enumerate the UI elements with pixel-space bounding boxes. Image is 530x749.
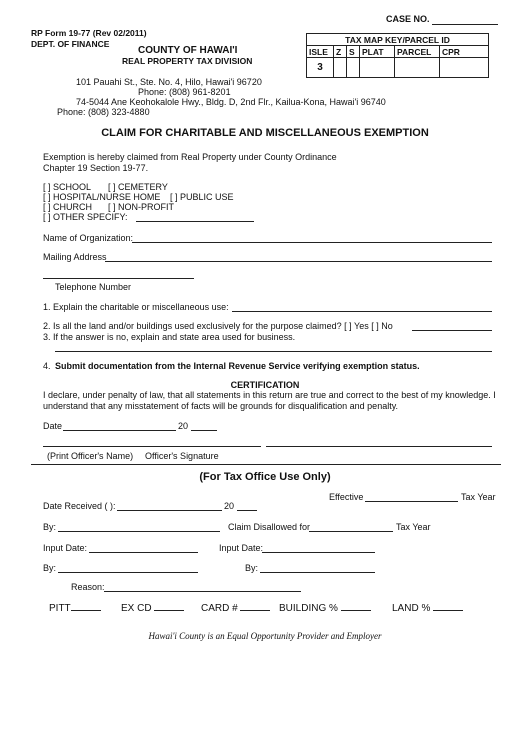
hilo-phone: Phone: (808) 961-8201: [138, 87, 231, 97]
tmk-isle-value[interactable]: 3: [307, 58, 334, 78]
checkbox-school[interactable]: [ ] SCHOOL: [43, 182, 92, 192]
question-2[interactable]: 2. Is all the land and/or buildings used exclusively for the purpose claimed? [ ] Yes [ ] No: [43, 321, 393, 331]
date-received-label: Date Received ( ):: [43, 501, 116, 511]
tmk-parcel-input[interactable]: [395, 58, 440, 78]
code-land-field[interactable]: [433, 601, 463, 611]
officer-name-field[interactable]: [43, 446, 261, 447]
mailing-label: Mailing Address: [43, 252, 107, 262]
footer-text: Hawai'i County is an Equal Opportunity Provider and Employer: [148, 631, 382, 641]
tmk-col-section: S: [347, 46, 360, 58]
input-date-field-2[interactable]: [262, 552, 375, 553]
tmk-section-input[interactable]: [347, 58, 360, 78]
reason-field[interactable]: [104, 591, 301, 592]
effective-field[interactable]: [365, 501, 458, 502]
office-use-heading: (For Tax Office Use Only): [199, 471, 331, 483]
intro-line-2: Chapter 19 Section 19-77.: [43, 163, 149, 173]
tmk-title: TAX MAP KEY/PARCEL ID: [307, 34, 489, 46]
effective-tax-year-label: Tax Year: [461, 492, 496, 502]
certification-line-2: understand that any misstatement of facts will be grounds for disqualification and penalty.: [43, 401, 399, 411]
tmk-plat-input[interactable]: [360, 58, 395, 78]
case-no-label: CASE NO.: [386, 14, 430, 24]
question-4: Submit documentation from the Internal Revenue Service verifying exemption status.: [55, 361, 420, 371]
cert-year-field[interactable]: [191, 430, 217, 431]
code-land: [392, 601, 463, 614]
claim-disallowed-field[interactable]: [309, 531, 393, 532]
question-1-field[interactable]: [232, 311, 492, 312]
code-pitt: [49, 601, 101, 614]
officer-signature-field[interactable]: [266, 446, 492, 447]
question-3: 3. If the answer is no, explain and state area used for business.: [43, 332, 296, 342]
input-date-field-1[interactable]: [89, 552, 198, 553]
code-pitt-field[interactable]: [71, 601, 101, 611]
code-excd-label: EX CD: [121, 603, 152, 614]
print-name-label: (Print Officer's Name): [47, 451, 134, 461]
reason-label: Reason:: [71, 582, 105, 592]
other-specify-field[interactable]: [136, 221, 254, 222]
code-building: [279, 601, 371, 614]
checkbox-hospital[interactable]: [ ] HOSPITAL/NURSE HOME: [43, 192, 161, 202]
county-name: COUNTY OF HAWAI'I: [138, 45, 238, 56]
code-pitt-label: PITT: [49, 603, 71, 614]
certification-line-1: I declare, under penalty of law, that all statements in this return are true and correct to the best of my knowledge. I: [43, 390, 496, 400]
checkbox-public-use[interactable]: [ ] PUBLIC USE: [170, 192, 234, 202]
date-received-year-field[interactable]: [237, 510, 257, 511]
tax-map-key-table: [306, 33, 489, 78]
date-received-year-label: 20: [224, 501, 235, 511]
telephone-label: Telephone Number: [55, 282, 132, 292]
tmk-col-zone: Z: [334, 46, 347, 58]
claim-tax-year-label: Tax Year: [396, 522, 431, 532]
tmk-col-parcel: PARCEL: [395, 46, 440, 58]
office-divider: [31, 464, 501, 465]
by-label-3: By:: [245, 563, 259, 573]
kona-phone: Phone: (808) 323-4880: [57, 107, 150, 117]
tmk-zone-input[interactable]: [334, 58, 347, 78]
cert-date-label: Date: [43, 421, 63, 431]
input-date-label-2: Input Date:: [219, 543, 264, 553]
tmk-col-plat: PLAT: [360, 46, 395, 58]
claim-disallowed-label: Claim Disallowed for: [228, 522, 311, 532]
code-card: [201, 601, 270, 614]
code-land-label: LAND %: [392, 603, 431, 614]
checkbox-cemetery[interactable]: [ ] CEMETERY: [108, 182, 168, 192]
code-building-field[interactable]: [341, 601, 371, 611]
form-number: RP Form 19-77 (Rev 02/2011): [31, 28, 147, 38]
checkbox-church[interactable]: [ ] CHURCH: [43, 202, 92, 212]
question-2-field[interactable]: [412, 330, 492, 331]
department: DEPT. OF FINANCE: [31, 39, 110, 49]
organization-field[interactable]: [132, 242, 492, 243]
code-card-field[interactable]: [240, 601, 270, 611]
kona-address: 74-5044 Ane Keohokalole Hwy., Bldg. D, 2nd Flr., Kailua-Kona, Hawai'i 96740: [76, 97, 386, 107]
by-label-2: By:: [43, 563, 57, 573]
division-name: REAL PROPERTY TAX DIVISION: [122, 56, 253, 66]
code-excd-field[interactable]: [154, 601, 184, 611]
by-field-3[interactable]: [260, 572, 375, 573]
question-1: 1. Explain the charitable or miscellaneous use:: [43, 302, 229, 312]
certification-heading: CERTIFICATION: [230, 380, 300, 390]
tmk-cpr-input[interactable]: [440, 58, 489, 78]
code-excd: [121, 601, 184, 614]
date-received-field[interactable]: [117, 510, 222, 511]
hilo-address: 101 Pauahi St., Ste. No. 4, Hilo, Hawai'i 96720: [76, 77, 262, 87]
mailing-field[interactable]: [105, 261, 492, 262]
checkbox-non-profit[interactable]: [ ] NON-PROFIT: [108, 202, 174, 212]
tmk-col-cpr: CPR: [440, 46, 489, 58]
telephone-field[interactable]: [43, 278, 194, 279]
code-building-label: BUILDING %: [279, 603, 338, 614]
tmk-col-isle: ISLE: [307, 46, 334, 58]
signature-label: Officer's Signature: [145, 451, 219, 461]
organization-label: Name of Organization:: [43, 233, 134, 243]
by-field-1[interactable]: [58, 531, 220, 532]
by-field-2[interactable]: [58, 572, 198, 573]
checkbox-other[interactable]: [ ] OTHER SPECIFY:: [43, 212, 128, 222]
case-no-field[interactable]: [432, 24, 498, 25]
page-title: CLAIM FOR CHARITABLE AND MISCELLANEOUS EXEMPTION: [101, 127, 429, 139]
by-label-1: By:: [43, 522, 57, 532]
cert-year-label: 20: [178, 421, 189, 431]
input-date-label-1: Input Date:: [43, 543, 88, 553]
question-3-line-1[interactable]: [55, 351, 492, 352]
cert-date-field[interactable]: [63, 430, 176, 431]
intro-line-1: Exemption is hereby claimed from Real Property under County Ordinance: [43, 152, 337, 162]
question-4-number: 4.: [43, 361, 51, 371]
effective-label: Effective: [329, 492, 364, 502]
code-card-label: CARD #: [201, 603, 238, 614]
